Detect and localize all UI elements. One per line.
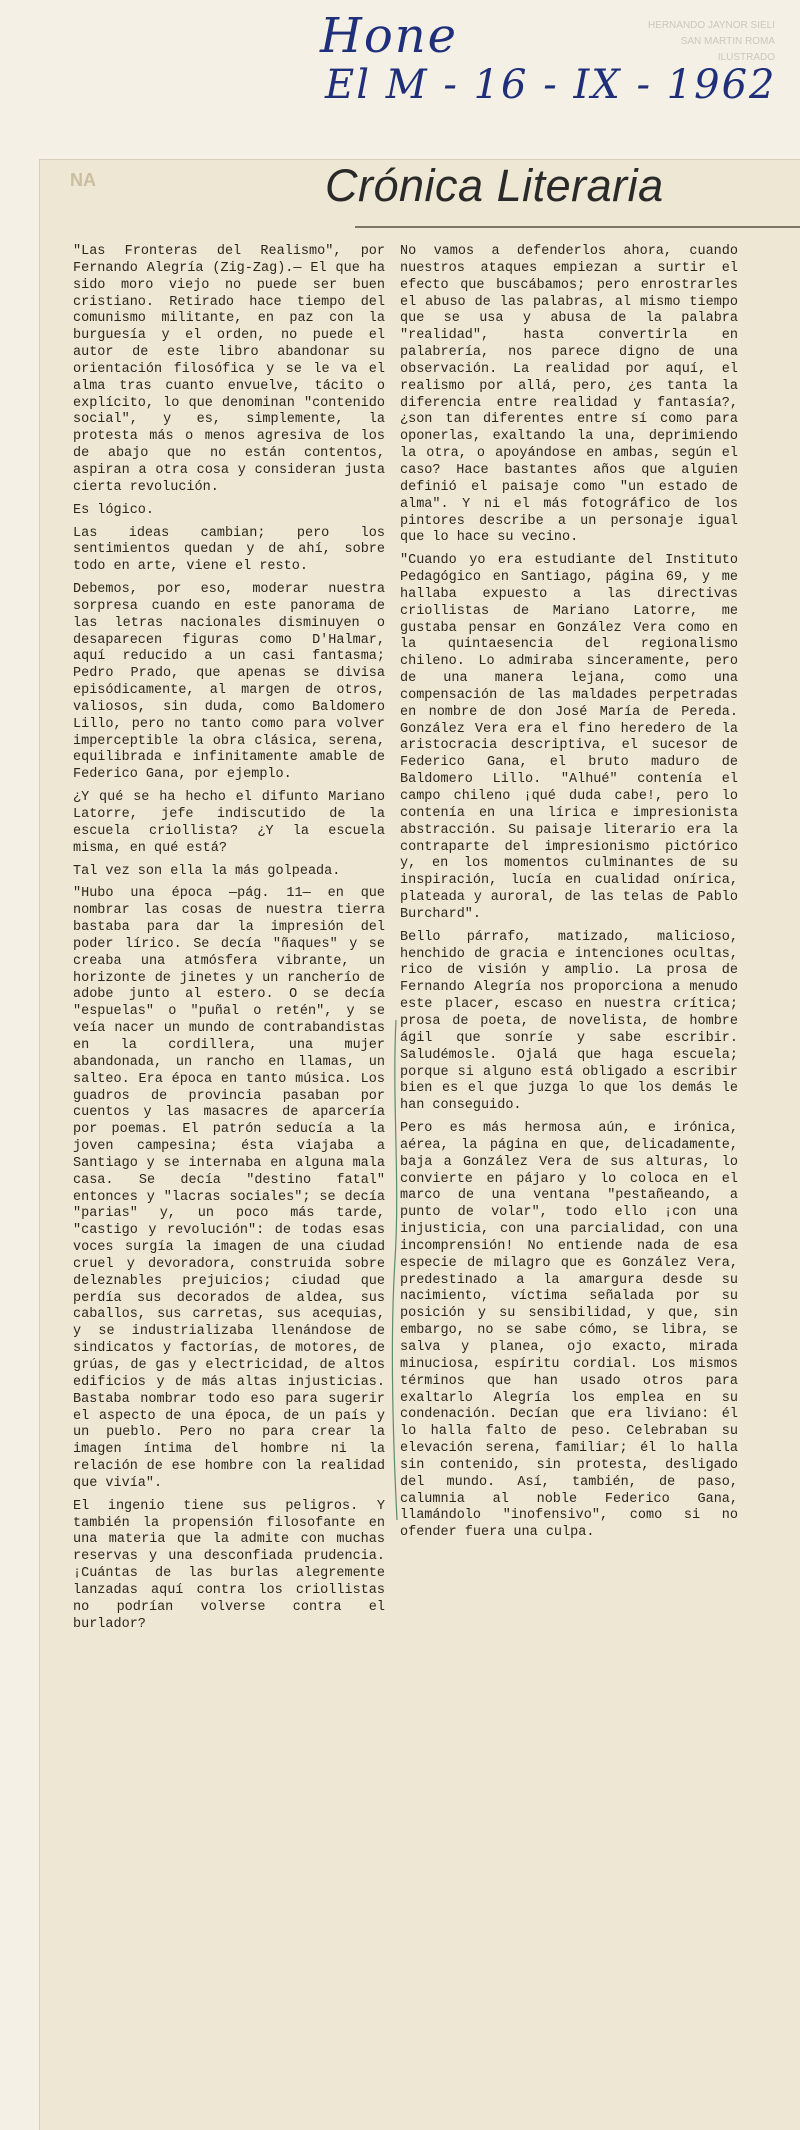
article-title: Crónica Literaria: [325, 160, 664, 211]
paragraph: Pero es más hermosa aún, e irónica, aérea, la página en que, delicadamente, baja a González Vera de sus alturas, lo convierte en pájaro y lo coloca en el marco de una ventana "pestañeando, a punto de volar", todo ello ¡con una injusticia, con una parcialidad, con una incomprensión! No entiende nada de esa especie de milagro que es González Vera, predestinado a la amargura desde su nacimiento, víctima señalada por su posición y su sensibilidad, y que, sin embargo, no se sabe cómo, se libra, se salva y planea, ojo exacto, mirada minuciosa, espíritu cordial. Los mismos términos que han usado otros para exaltarlo Alegría los emplea en su condenación. Decían que era liviano: él lo halla falto de peso. Celebraban su elevación serena, familiar; él lo halla sin contenido, sin protesta, desligado del mundo. Así, también, de paso, calumnia al noble Federico Gana, llamándolo "inofensivo", como si no ofender fuera una culpa.: [400, 1121, 738, 1541]
clip-stamp: NA: [70, 170, 96, 190]
left-column: [73, 244, 385, 1640]
paragraph: Las ideas cambian; pero los sentimientos quedan y de ahí, sobre todo en arte, viene el resto.: [73, 525, 385, 575]
paragraph: Es lógico.: [73, 502, 155, 518]
title-rule: [355, 226, 800, 228]
paragraph: "Las Fronteras del Realismo", por Fernando Alegría (Zig-Zag).— El que ha sido moro viejo no puede ser buen cristiano. Retirado hace tiempo del comunismo militante, en paz con la burguesía y el orden, no puede el autor de este libro abandonar su orientación filosófica y se le va el alma tras cuanto envuelve, tácito o explícito, lo que denominan "contenido social", y es, simplemente, la protesta más o menos agresiva de los de abajo que no están contentos, aspiran a otra cosa y consideran justa cierta revolución.: [73, 244, 385, 495]
paragraph: ¿Y qué se ha hecho el difunto Mariano Latorre, jefe indiscutido de la escuela criollista? ¿Y la escuela misma, en qué está?: [73, 790, 385, 856]
newspaper-clipping: [40, 160, 800, 2130]
right-column: [400, 244, 738, 1548]
bleed-through-line: HERNANDO JAYNOR SIELI: [647, 20, 775, 31]
bleed-through-line: ILUSTRADO: [717, 52, 775, 63]
paragraph: Bello párrafo, matizado, malicioso, henchido de gracia e intenciones ocultas, rico de visión y amplio. La prosa de Fernando Alegría nos proporciona a menudo este placer, escaso en nuestra crítica; prosa de poeta, de novelista, de hombre ágil que sonríe y sabe escribir. Saludémosle. Ojalá que haga escuela; porque si alguno está obligado a escribir bien es el que juzga lo que los demás le han conseguido.: [400, 929, 738, 1114]
paragraph: No vamos a defenderlos ahora, cuando nuestros ataques empiezan a surtir el efecto que buscábamos; pero enrostrarles el abuso de las palabras, al mismo tiempo que se usa y abusa de la palabra "realidad", hasta convertirla en palabrería, nos parece digno de una observación. La realidad por aquí, el realismo por allá, pero, ¿es tanta la diferencia entre realidad y fantasía?, ¿son tan diferentes entre sí como para oponerlas, exaltando la una, deprimiendo la otra, o apoyándose en ambas, según el caso? Hace bastantes años que alguien definió el paisaje como "un estado de alma". Y ni el más fotográfico de los pintores describe a un personaje igual que lo hace su vecino.: [400, 244, 738, 546]
handwritten-annotation-line2: El M - 16 - IX - 1962: [325, 62, 777, 108]
bleed-through-line: SAN MARTIN ROMA: [680, 36, 775, 47]
paragraph: Tal vez son ella la más golpeada.: [73, 863, 341, 879]
paragraph: Debemos, por eso, moderar nuestra sorpresa cuando en este panorama de las letras nacionales disminuyen o desaparecen figuras como D'Halmar, aquí reducido a un casi fantasma; Pedro Prado, que apenas se divisa episódicamente, al margen de otros, valiosos, sin duda, como Baldomero Lillo, pero no tanto como para volver imperceptible la obra clásica, serena, equilibrada e infinitamente amable de Federico Gana, por ejemplo.: [73, 582, 385, 783]
paragraph: "Hubo una época —pág. 11— en que nombrar las cosas de nuestra tierra bastaba para dar la impresión del poder lírico. Se decía "ñaques" y se creaba una atmósfera vibrante, un horizonte de jinetes y un rancherío de adobe junto al estero. O se decía "espuelas" o "puñal o retén", y se veía nacer un mundo de contrabandistas en la cordillera, una mujer abandonada, un rancho en llamas, un salteo. Era época en tanto música. Los guadros de provincia pasaban por cuentos y las masacres de aparcería por poemas. El patrón seducía a la joven campesina; ésta viajaba a Santiago y se internaba en alguna mala casa. Se decía "destino fatal" entonces y "lacras sociales"; se decía "parias" y, un poco más tarde, "castigo y revolución": de todas esas voces surgía la imagen de una ciudad cruel y devoradora, construida sobre deleznables prejuicios; ciudad que perdía sus decorados de aldea, sus caballos, sus carretas, sus acequias, y se industrializaba llenándose de sindicatos y factorías, de motores, de grúas, de gas y electricidad, de altos edificios y de más altas injusticias. Bastaba nombrar todo eso para sugerir el aspecto de una época, de un país y un pueblo. Pero no para crear la imagen íntima del hombre ni la relación de ese hombre con la realidad que vivía".: [73, 886, 385, 1491]
bleed-through-text: [648, 18, 775, 66]
handwritten-annotation-line1: Hone: [320, 8, 459, 64]
paragraph: El ingenio tiene sus peligros. Y también la propensión filosofante en una materia que la admite con muchas reservas y una desconfiada prudencia. ¡Cuántas de las burlas alegremente lanzadas aquí contra los criollistas no podrían volverse contra el burlador?: [73, 1498, 385, 1632]
paragraph: "Cuando yo era estudiante del Instituto Pedagógico en Santiago, página 69, y me hallaba expuesto a las directivas criollistas de Mariano Latorre, me gustaba pensar en González Vera como en la quintaesencia del regionalismo chileno. Lo admiraba sinceramente, pero de una manera lejana, como una compensación de las maldades perpetradas en nombre de don José María de Pereda. González Vera era el fino heredero de la aristocracia descriptiva, el sucesor de Federico Gana, el bruto maduro de Baldomero Lillo. "Alhué" contenía el campo chileno ¡qué duda cabe!, pero lo contenía en una lírica e impresionista abstracción. Su paisaje literario era la contraparte del impresionismo pictórico y, en los momentos culminantes de su inspiración, lucía en cualidad onírica, plateada y auroral, de las telas de Pablo Burchard".: [400, 553, 738, 922]
